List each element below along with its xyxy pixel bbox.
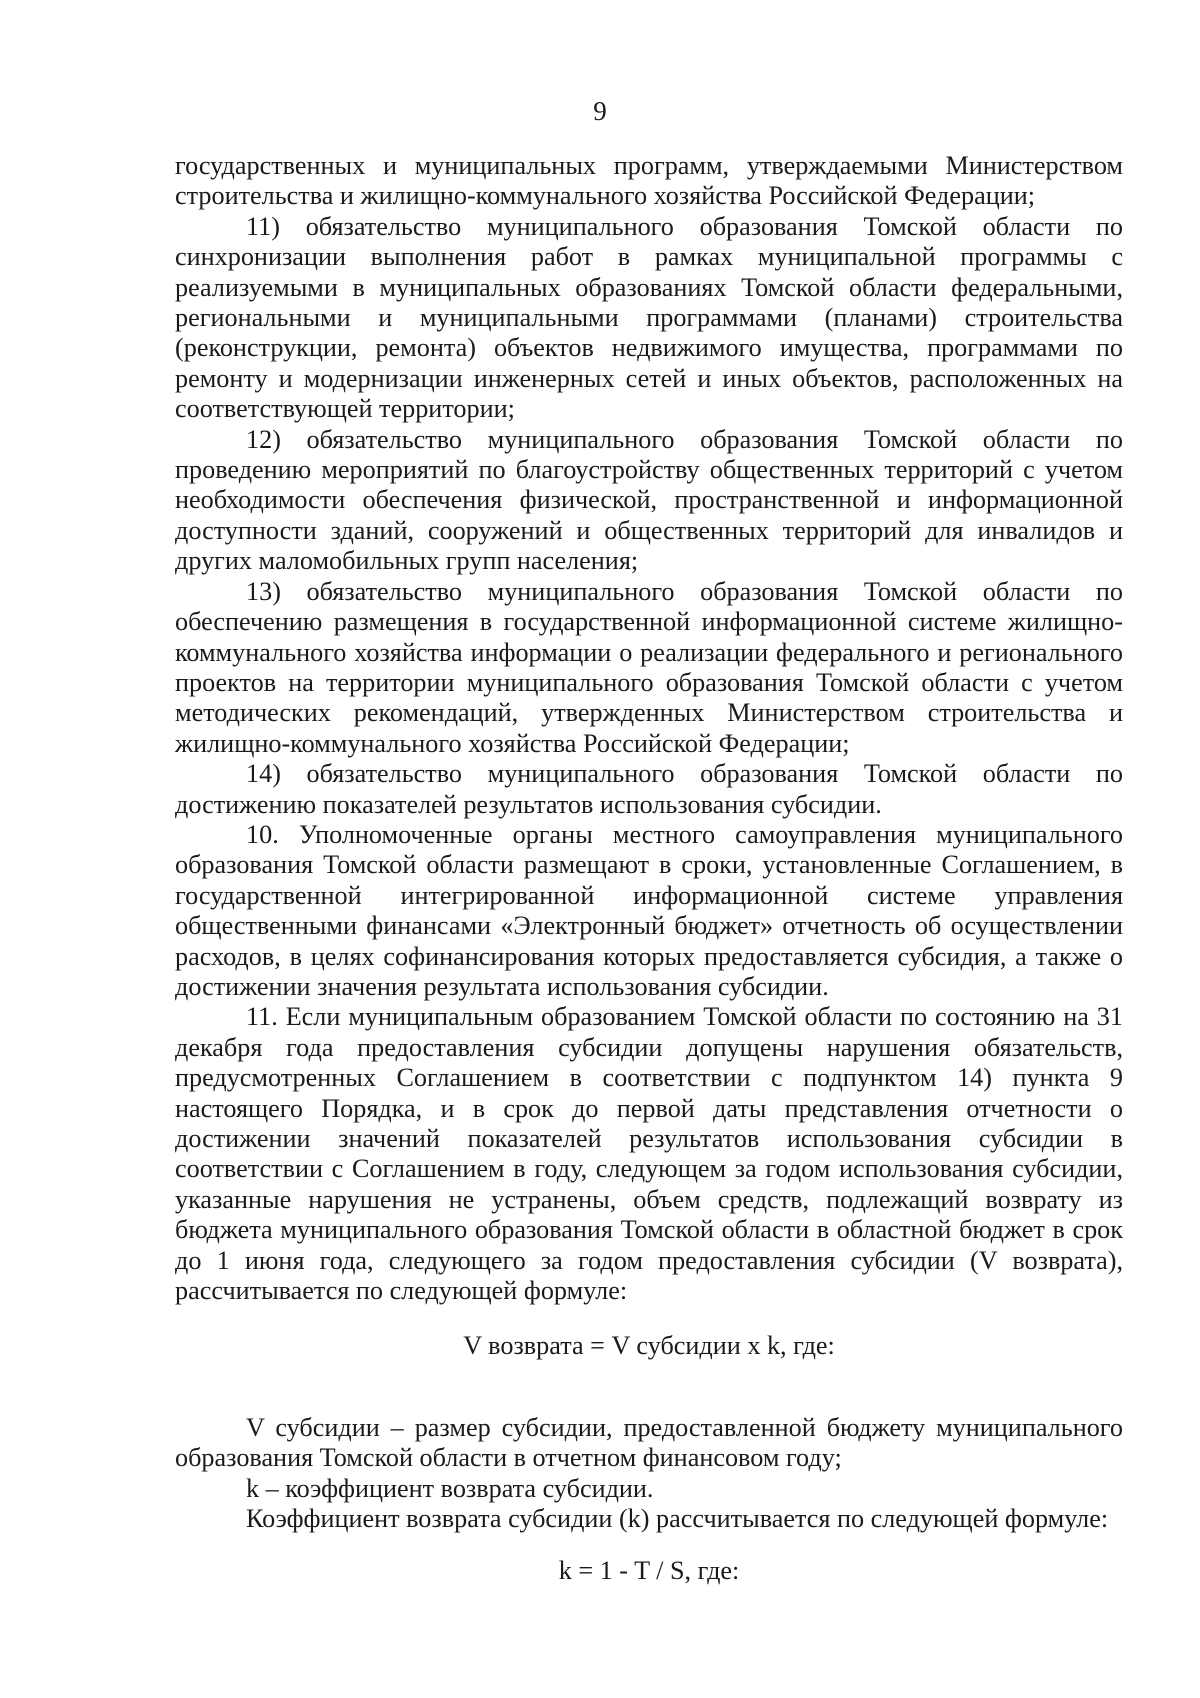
paragraph-item-13: 13) обязательство муниципального образования Томской области по обеспечению размещения в государственной информационной системе жилищно-коммунального хозяйства информации о реализации федерального и регионального проектов на территории муниципального образования Томской области с учетом методических рекомендаций, утвержденных Министерством строительства и жилищно-коммунального хозяйства Российской Федерации; — [175, 576, 1123, 758]
definition-k: k – коэффициент возврата субсидии. — [246, 1473, 654, 1503]
paragraph-item-14: 14) обязательство муниципального образования Томской области по достижению показателей результатов использования субсидии. — [175, 759, 1123, 819]
definition-v-subsidy: V субсидии – размер субсидии, предоставленной бюджету муниципального образования Томской области в отчетном финансовом году; — [175, 1413, 1123, 1473]
paragraph-continuation: государственных и муниципальных программ, утверждаемыми Министерством строительства и жилищно-коммунального хозяйства Российской Федерации; — [175, 151, 1123, 211]
formula-k: k = 1 - T / S, где: — [558, 1556, 740, 1585]
formula-v-return: V возврата = V субсидии x k, где: — [463, 1331, 835, 1360]
definition-k-formula-intro: Коэффициент возврата субсидии (k) рассчитывается по следующей формуле: — [246, 1504, 1109, 1534]
paragraph-section-11: 11. Если муниципальным образованием Томской области по состоянию на 31 декабря года предоставления субсидии допущены нарушения обязательств, предусмотренных Соглашением в соответствии с подпунктом 14) пункта 9 настоящего Порядка, и в срок до первой даты представления отчетности о достижении значений показателей результатов использования субсидии в соответствии с Соглашением в году, следующем за годом использования субсидии, указанные нарушения не устранены, объем средств, подлежащий возврату из бюджета муниципального образования Томской области в областной бюджет в срок до 1 июня года, следующего за годом предоставления субсидии (V возврата), рассчитывается по следующей формуле: — [175, 1002, 1123, 1306]
paragraph-item-11: 11) обязательство муниципального образования Томской области по синхронизации выполнения работ в рамках муниципальной программы с реализуемыми в муниципальных образованиях Томской области федеральными, региональными и муниципальными программами (планами) строительства (реконструкции, ремонта) объектов недвижимого имущества, программами по ремонту и модернизации инженерных сетей и иных объектов, расположенных на соответствующей территории; — [175, 211, 1123, 424]
paragraph-item-12: 12) обязательство муниципального образования Томской области по проведению мероприятий по благоустройству общественных территорий с учетом необходимости обеспечения физической, пространственной и информационной доступности зданий, сооружений и общественных территорий для инвалидов и других маломобильных групп населения; — [175, 424, 1123, 576]
definitions-block — [175, 1413, 1123, 1535]
document-body — [175, 151, 1123, 1585]
page-number: 9 — [593, 96, 607, 126]
paragraph-section-10: 10. Уполномоченные органы местного самоуправления муниципального образования Томской области размещают в сроки, установленные Соглашением, в государственной интегрированной информационной системе управления общественными финансами «Электронный бюджет» отчетность об осуществлении расходов, в целях софинансирования которых предоставляется субсидия, а также о достижении значения результата использования субсидии. — [175, 819, 1123, 1001]
